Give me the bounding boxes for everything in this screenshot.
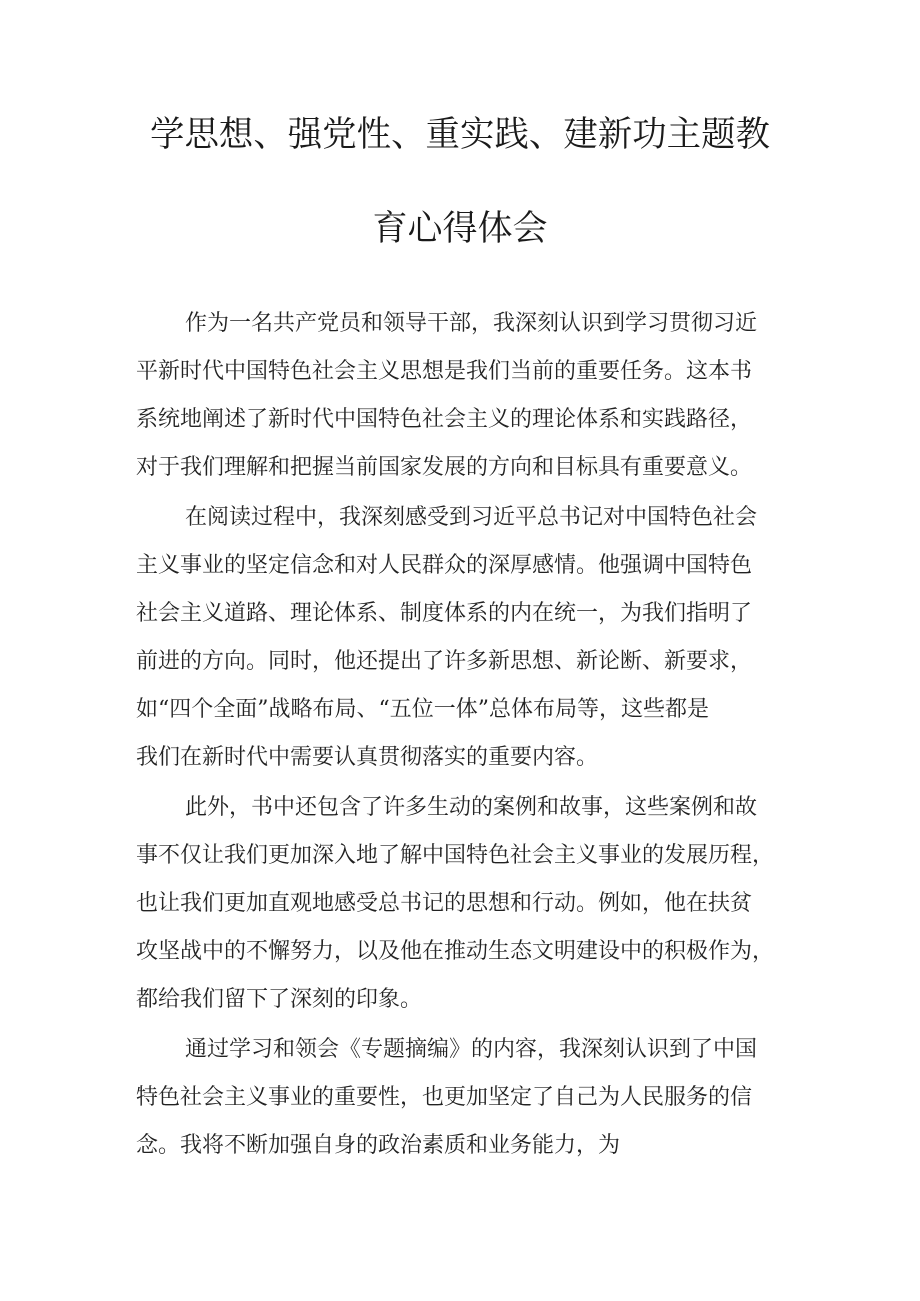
paragraph-2-line-6: 我们在新时代中需要认真贯彻落实的重要内容。 bbox=[136, 745, 599, 770]
paragraph-2-line-4: 前进的方向。同时，他还提出了许多新思想、新论断、新要求， bbox=[136, 649, 753, 674]
paragraph-3-line-4: 攻坚战中的不懈努力，以及他在推动生态文明建设中的积极作为， bbox=[136, 939, 775, 964]
paragraph-3-line-5: 都给我们留下了深刻的印象。 bbox=[136, 987, 423, 1012]
paragraph-4-line-1: 通过学习和领会《专题摘编》的内容，我深刻认识到了中国 bbox=[185, 1037, 758, 1062]
paragraph-2-line-1: 在阅读过程中，我深刻感受到习近平总书记对中国特色社会 bbox=[185, 505, 758, 530]
paragraph-3-line-2: 事不仅让我们更加深入地了解中国特色社会主义事业的发展历程， bbox=[136, 843, 775, 868]
paragraph-4-line-3: 念。我将不断加强自身的政治素质和业务能力，为 bbox=[136, 1133, 621, 1158]
paragraph-4-line-2: 特色社会主义事业的重要性，也更加坚定了自己为人民服务的信 bbox=[136, 1085, 753, 1110]
paragraph-3-line-1: 此外，书中还包含了许多生动的案例和故事，这些案例和故 bbox=[185, 795, 758, 820]
document-title-line-1: 学思想、强党性、重实践、建新功主题教 bbox=[149, 115, 770, 155]
paragraph-1-line-3: 系统地阐述了新时代中国特色社会主义的理论体系和实践路径， bbox=[136, 407, 753, 432]
paragraph-2-line-3: 社会主义道路、理论体系、制度体系的内在统一，为我们指明了 bbox=[136, 601, 753, 626]
paragraph-1-line-1: 作为一名共产党员和领导干部，我深刻认识到学习贯彻习近 bbox=[185, 311, 758, 336]
paragraph-1-line-2: 平新时代中国特色社会主义思想是我们当前的重要任务。这本书 bbox=[136, 359, 753, 384]
paragraph-1-line-4: 对于我们理解和把握当前国家发展的方向和目标具有重要意义。 bbox=[136, 455, 753, 480]
paragraph-3-line-3: 也让我们更加直观地感受总书记的思想和行动。例如，他在扶贫 bbox=[136, 891, 753, 916]
document-title-line-2: 育心得体会 bbox=[372, 209, 548, 249]
paragraph-2-line-5: 如“四个全面”战略布局、“五位一体”总体布局等，这些都是 bbox=[136, 697, 709, 722]
paragraph-2-line-2: 主义事业的坚定信念和对人民群众的深厚感情。他强调中国特色 bbox=[136, 553, 753, 578]
